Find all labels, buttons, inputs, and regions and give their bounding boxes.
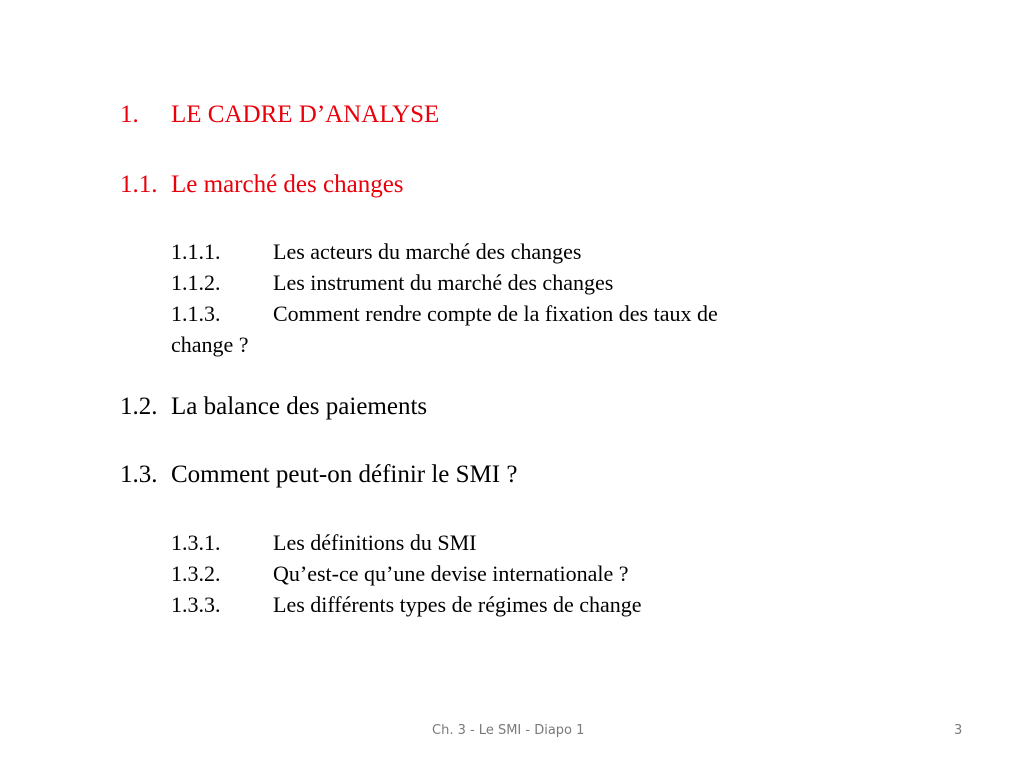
section-number: 1.3. [120, 461, 158, 488]
item-number: 1.3.2. [171, 561, 221, 586]
section-title: LE CADRE D’ANALYSE [171, 101, 440, 128]
list-item-continuation: change ? [171, 332, 249, 357]
section-title: Comment peut-on définir le SMI ? [171, 461, 518, 488]
item-text: Les instrument du marché des changes [273, 270, 614, 295]
page-number: 3 [954, 723, 963, 738]
item-text: Qu’est-ce qu’une devise internationale ? [273, 561, 629, 586]
item-number: 1.1.1. [171, 239, 221, 264]
item-number: 1.1.3. [171, 301, 221, 326]
section-number: 1.1. [120, 171, 158, 198]
item-number: 1.1.2. [171, 270, 221, 295]
section-title: Le marché des changes [171, 171, 404, 198]
item-text: Les différents types de régimes de change [273, 592, 642, 617]
item-number: 1.3.1. [171, 530, 221, 555]
section-title: La balance des paiements [171, 393, 428, 420]
footer-label: Ch. 3 - Le SMI - Diapo 1 [432, 723, 585, 738]
section-number: 1.2. [120, 393, 158, 420]
item-text: Comment rendre compte de la fixation des taux de [273, 301, 718, 326]
item-text: Les définitions du SMI [273, 530, 477, 555]
section-number: 1. [120, 101, 139, 128]
item-number: 1.3.3. [171, 592, 221, 617]
item-text: Les acteurs du marché des changes [273, 239, 582, 264]
